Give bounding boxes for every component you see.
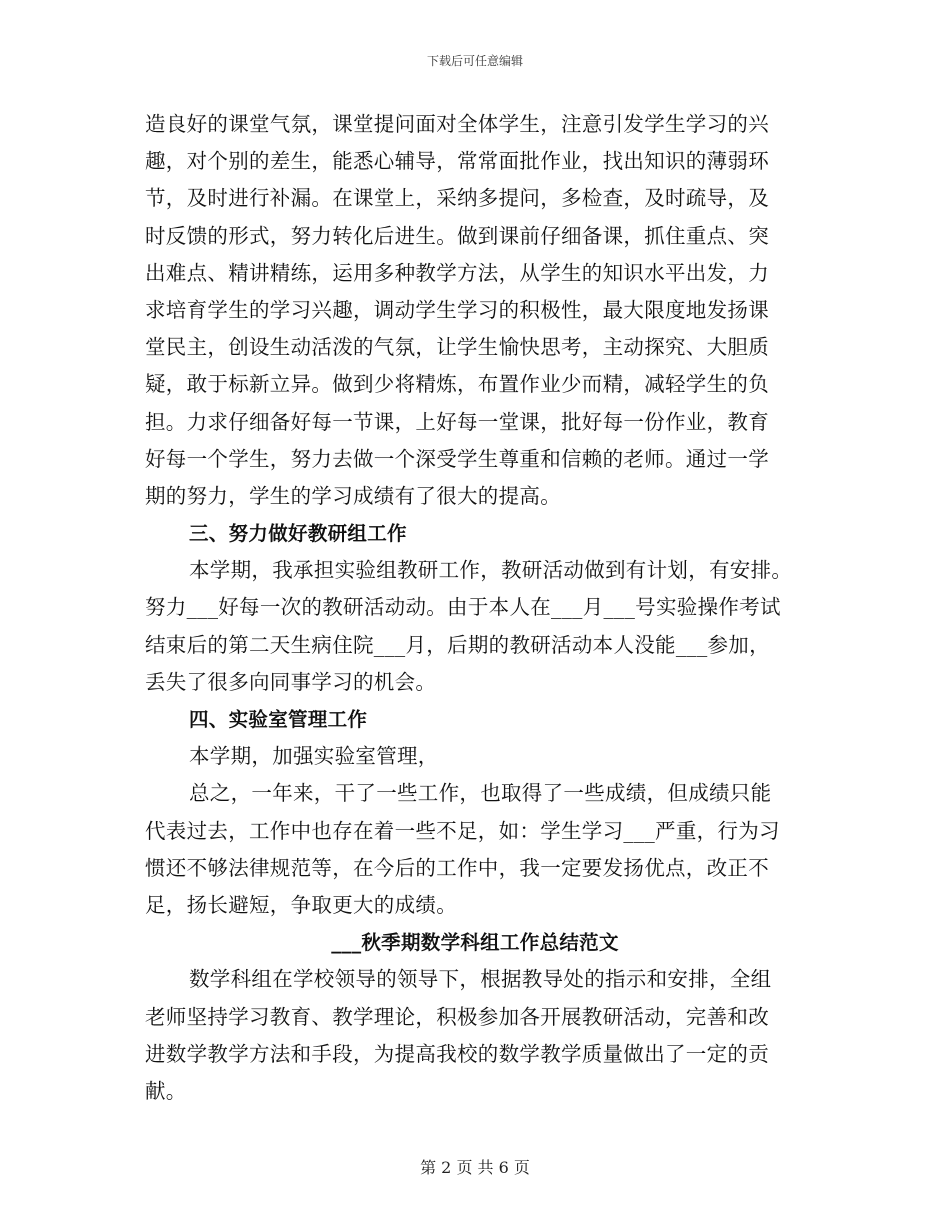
paragraph-start-line: 本学期，加强实验室管理，	[189, 744, 439, 769]
body-line: 代表过去，工作中也存在着一些不足，如：学生学习___严重，行为习	[145, 818, 780, 843]
page-header: 下载后可任意编辑	[426, 54, 523, 68]
document-title: ___秋季期数学科组工作总结范文	[331, 931, 619, 955]
paragraph-start-line: 总之，一年来，干了一些工作，也取得了一些成绩，但成绩只能	[189, 781, 772, 806]
body-line: 出难点、精讲精练，运用多种教学方法，从学生的知识水平出发，力	[145, 260, 769, 285]
body-line: 趣，对个别的差生，能悉心辅导，常常面批作业，找出知识的薄弱环	[145, 149, 769, 174]
body-line: 时反馈的形式，努力转化后进生。做到课前仔细备课，抓住重点、突	[145, 223, 769, 248]
body-line: 期的努力，学生的学习成绩有了很大的提高。	[145, 483, 561, 508]
body-line: 求培育学生的学习兴趣，调动学生学习的积极性，最大限度地发扬课	[145, 297, 769, 322]
document-body	[145, 106, 805, 1110]
body-line: 老师坚持学习教育、教学理论，积极参加各开展教研活动，完善和改	[145, 1004, 769, 1029]
section-heading: 四、实验室管理工作	[189, 708, 368, 731]
body-line: 好每一个学生，努力去做一个深受学生尊重和信赖的老师。通过一学	[145, 446, 769, 471]
body-line: 担。力求仔细备好每一节课，上好每一堂课，批好每一份作业，教育	[145, 409, 769, 434]
body-line: 献。	[145, 1078, 187, 1103]
body-line: 惯还不够法律规范等，在今后的工作中，我一定要发扬优点，改正不	[145, 855, 769, 880]
body-line: 造良好的课堂气氛，课堂提问面对全体学生，注意引发学生学习的兴	[145, 112, 769, 136]
body-line: 足，扬长避短，争取更大的成绩。	[145, 892, 457, 917]
body-line: 疑，敢于标新立异。做到少将精炼，布置作业少而精，减轻学生的负	[145, 372, 769, 397]
page-number-footer: 第 2 页 共 6 页	[420, 1158, 530, 1177]
body-line: 节，及时进行补漏。在课堂上，采纳多提问，多检查，及时疏导，及	[145, 186, 769, 211]
body-line: 努力___好每一次的教研活动动。由于本人在___月___号实验操作考试	[145, 595, 781, 620]
body-line: 堂民主，创设生动活泼的气氛，让学生愉快思考，主动探究、大胆质	[145, 335, 769, 360]
section-heading: 三、努力做好教研组工作	[189, 522, 407, 546]
body-line: 结束后的第二天生病住院___月，后期的教研活动本人没能___参加，	[145, 632, 770, 657]
body-line: 进数学教学方法和手段，为提高我校的数学教学质量做出了一定的贡	[145, 1041, 769, 1066]
paragraph-start-line: 数学科组在学校领导的领导下，根据教导处的指示和安排，全组	[189, 967, 772, 992]
body-line: 丢失了很多向同事学习的机会。	[145, 669, 437, 694]
paragraph-start-line: 本学期，我承担实验组教研工作，教研活动做到有计划，有安排。	[189, 558, 793, 583]
